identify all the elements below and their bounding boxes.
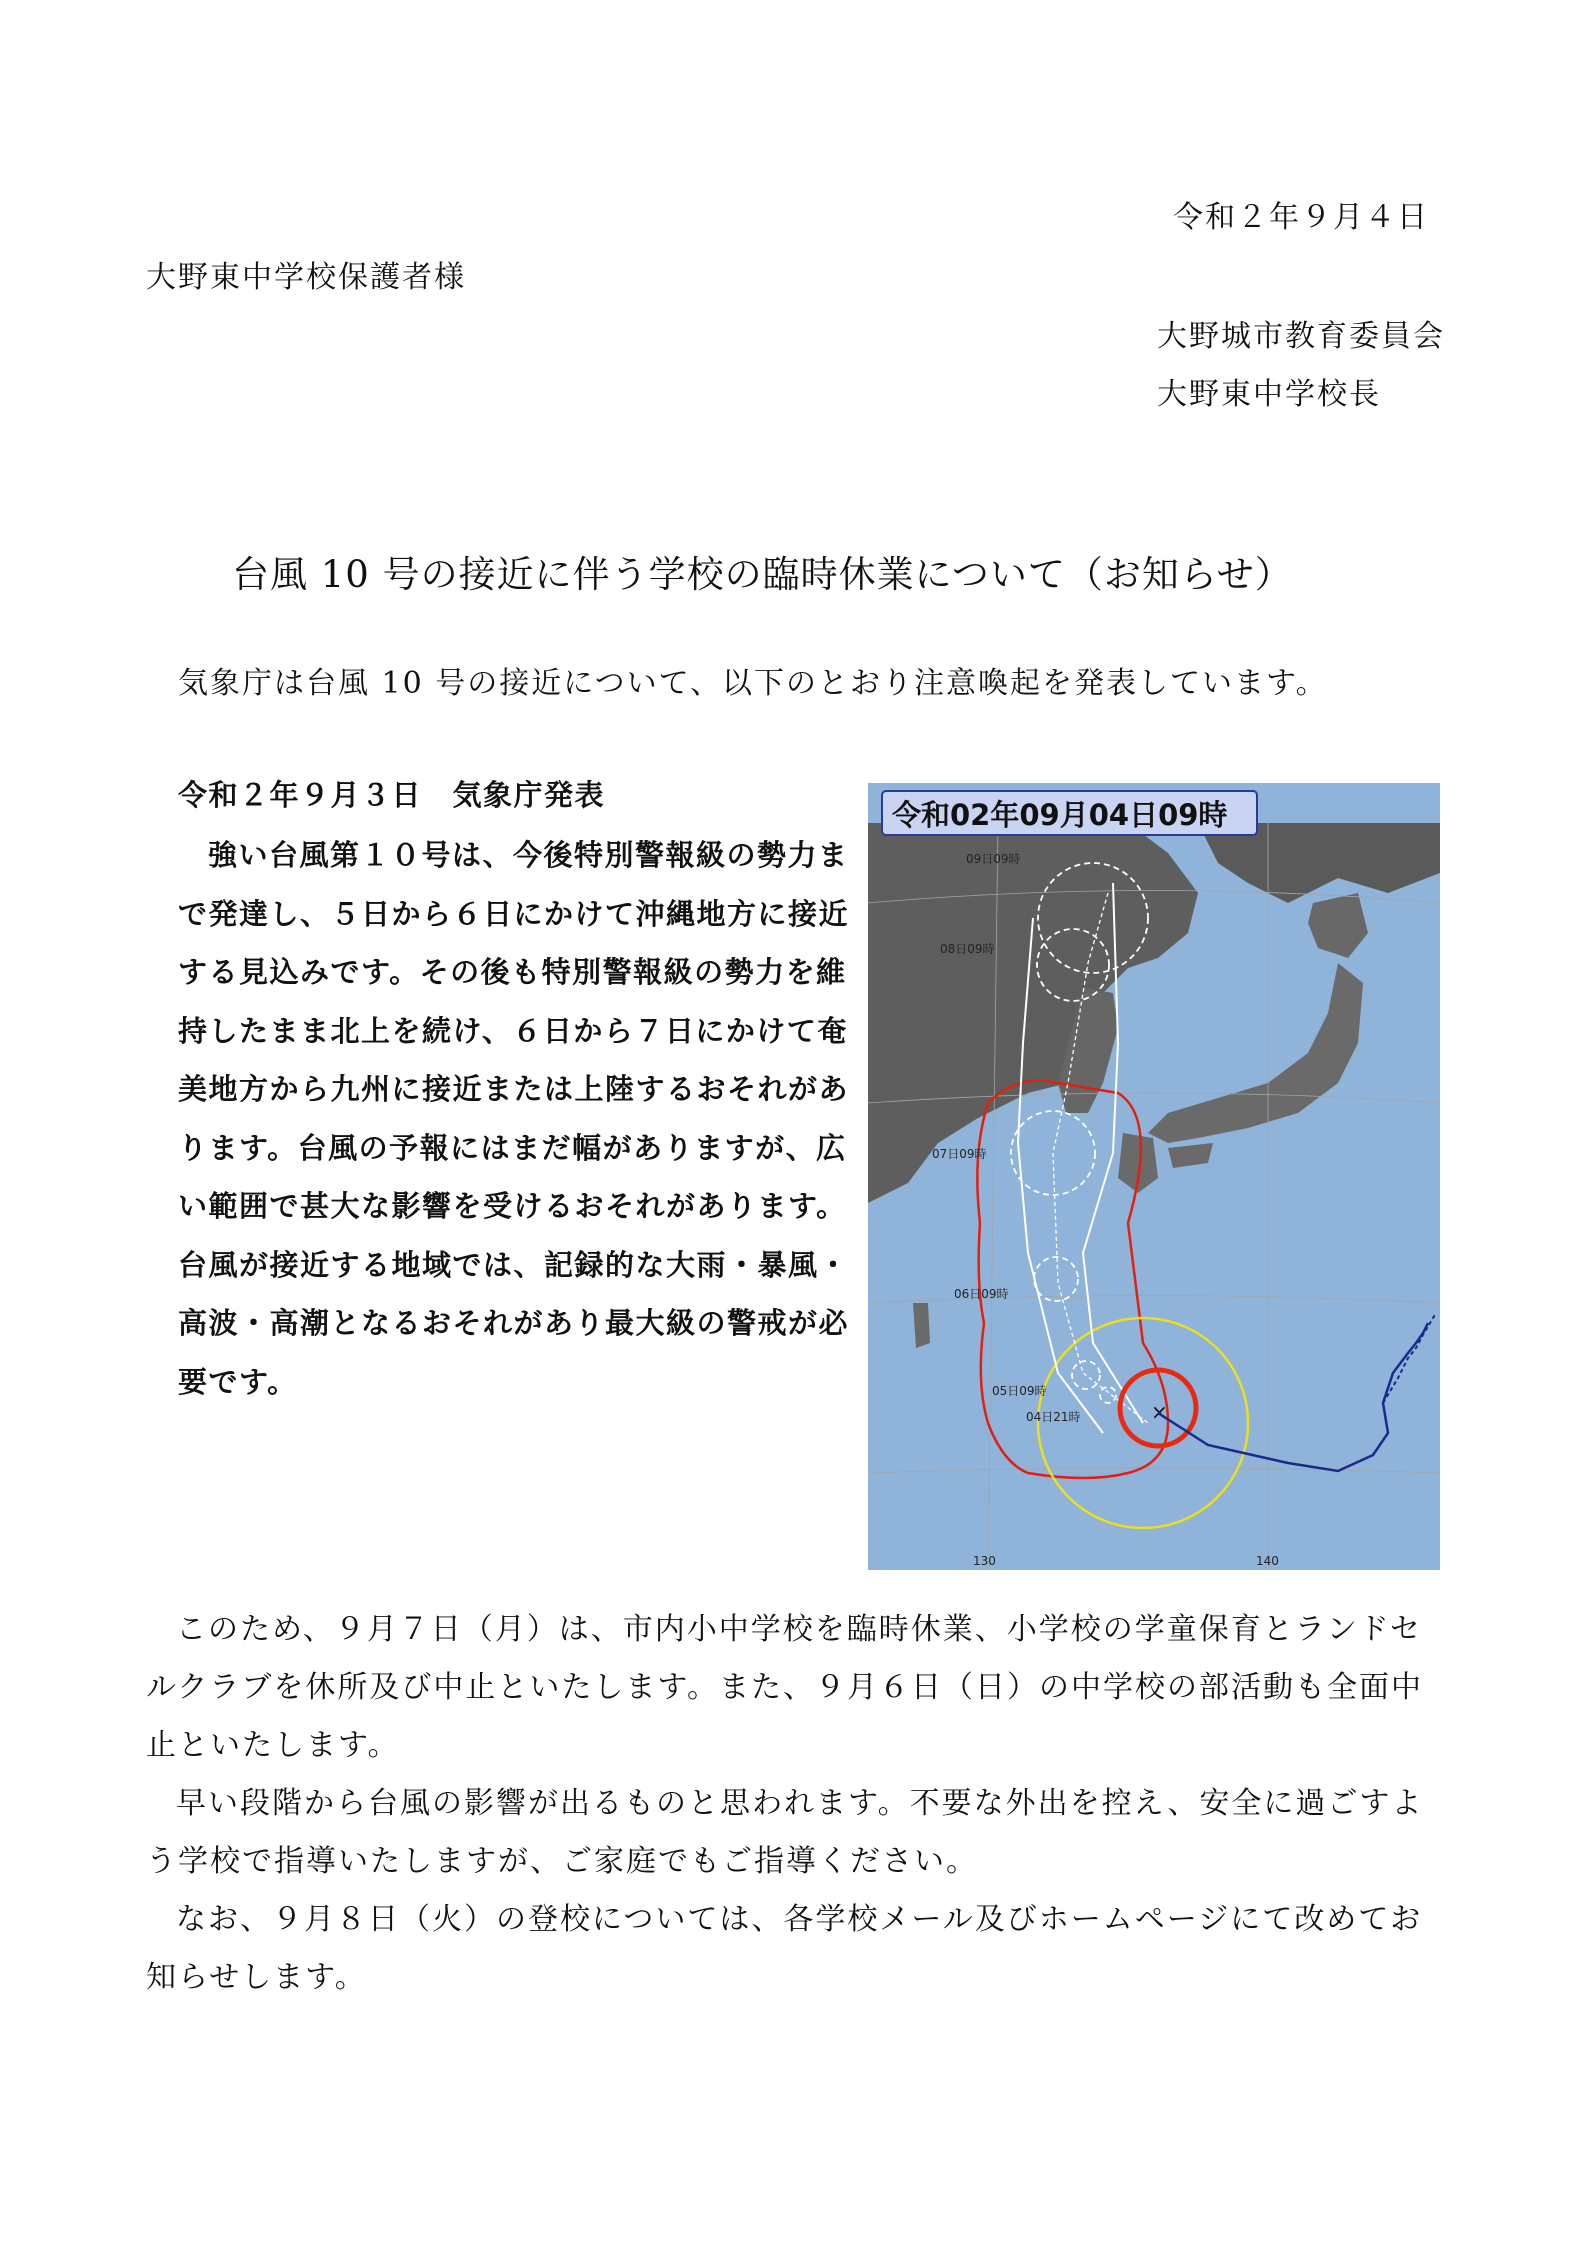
typhoon-forecast-map bbox=[868, 783, 1440, 1570]
announcement-body: 強い台風第１０号は、今後特別警報級の勢力まで発達し、５日から６日にかけて沖縄地方に接近する見込みです。その後も特別警報級の勢力を維持したまま北上を続け、６日から７日にかけて奄美地方から九州に接近または上陸するおそれがあります。台風の予報にはまだ幅がありますが、広い範囲で甚大な影響を受けるおそれがあります。台風が接近する地域では、記録的な大雨・暴風・高波・高潮となるおそれがあり最大級の警戒が必要です。 bbox=[178, 838, 850, 1399]
intro-text: 気象庁は台風 10 号の接近について、以下のとおり注意喚起を発表しています。 bbox=[178, 666, 1328, 701]
storm-center-marker: × bbox=[1151, 1400, 1168, 1424]
paragraph-closure: このため、９月７日（月）は、市内小中学校を臨時休業、小学校の学童保育とランドセルクラブを休所及び中止といたします。また、９月６日（日）の中学校の部活動も全面中止といたします。 bbox=[146, 1612, 1423, 1763]
axis-140: 140 bbox=[1256, 1554, 1279, 1568]
axis-130: 130 bbox=[973, 1554, 996, 1568]
recipient: 大野東中学校保護者様 bbox=[146, 260, 466, 295]
label-08d: 08日09時 bbox=[940, 942, 995, 956]
sender-board: 大野城市教育委員会 bbox=[1157, 319, 1445, 354]
paragraph-safety: 早い段階から台風の影響が出るものと思われます。不要な外出を控え、安全に過ごすよう学校で指導いたしますが、ご家庭でもご指導ください。 bbox=[146, 1786, 1424, 1879]
label-04d21: 04日21時 bbox=[1026, 1410, 1081, 1424]
label-06d: 06日09時 bbox=[954, 1287, 1009, 1301]
label-09d: 09日09時 bbox=[966, 852, 1021, 866]
paragraph-followup: なお、９月８日（火）の登校については、各学校メール及びホームページにて改めてお知らせします。 bbox=[146, 1902, 1423, 1995]
page-title: 台風 10 号の接近に伴う学校の臨時休業について（お知らせ） bbox=[232, 553, 1293, 596]
issue-date: 令和２年９月４日 bbox=[1173, 200, 1429, 235]
map-title: 令和02年09月04日09時 bbox=[892, 798, 1228, 832]
sender-principal: 大野東中学校長 bbox=[1157, 377, 1381, 412]
label-07d: 07日09時 bbox=[932, 1147, 987, 1161]
announcement-heading: 令和２年９月３日 気象庁発表 bbox=[178, 778, 606, 812]
label-05d: 05日09時 bbox=[992, 1384, 1047, 1398]
